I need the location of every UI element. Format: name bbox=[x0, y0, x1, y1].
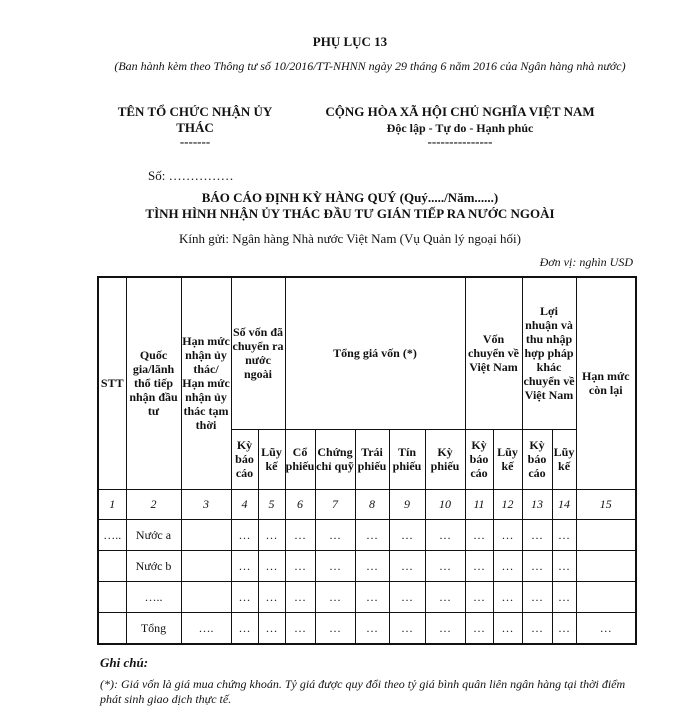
row-limit: …. bbox=[181, 612, 231, 644]
row-remaining bbox=[576, 519, 636, 550]
row-cell: … bbox=[355, 581, 389, 612]
row-stt bbox=[98, 581, 126, 612]
row-cell: … bbox=[231, 612, 258, 644]
row-country: ….. bbox=[126, 581, 181, 612]
document-number: Số: …………… bbox=[148, 168, 234, 183]
subheader-period: Kỳ báo cáo bbox=[231, 429, 258, 489]
row-cell: … bbox=[285, 612, 315, 644]
subheader-promissory-note: Kỳ phiếu bbox=[425, 429, 465, 489]
subheader-period: Kỳ báo cáo bbox=[465, 429, 493, 489]
unit-label: Đơn vị: nghìn USD bbox=[539, 255, 633, 269]
row-cell: … bbox=[465, 612, 493, 644]
subheader-bond: Trái phiếu bbox=[355, 429, 389, 489]
national-title: CỘNG HÒA XÃ HỘI CHỦ NGHĨA VIỆT NAM bbox=[325, 104, 595, 119]
recipient-line: Kính gửi: Ngân hàng Nhà nước Việt Nam (Vụ Quản lý ngoại hối) bbox=[179, 231, 521, 246]
row-cell: … bbox=[389, 581, 425, 612]
report-title: BÁO CÁO ĐỊNH KỲ HÀNG QUÝ (Quý...../Năm......) bbox=[201, 190, 499, 205]
row-cell: … bbox=[552, 550, 576, 581]
header-total-cost: Tổng giá vốn (*) bbox=[285, 277, 465, 429]
row-cell: … bbox=[522, 519, 552, 550]
row-cell: … bbox=[552, 612, 576, 644]
national-motto: Độc lập - Tự do - Hạnh phúc bbox=[386, 121, 534, 135]
subheader-period: Kỳ báo cáo bbox=[522, 429, 552, 489]
row-stt bbox=[98, 550, 126, 581]
column-number: 10 bbox=[425, 489, 465, 519]
column-number: 11 bbox=[465, 489, 493, 519]
row-cell: … bbox=[465, 550, 493, 581]
row-cell: … bbox=[465, 581, 493, 612]
row-cell: … bbox=[315, 581, 355, 612]
row-cell: … bbox=[465, 519, 493, 550]
row-country: Nước b bbox=[126, 550, 181, 581]
subheader-fund-certificate: Chứng chỉ quỹ bbox=[315, 429, 355, 489]
row-stt bbox=[98, 612, 126, 644]
row-cell: … bbox=[522, 550, 552, 581]
row-cell: … bbox=[425, 612, 465, 644]
row-cell: … bbox=[285, 581, 315, 612]
row-cell: … bbox=[493, 612, 522, 644]
column-number: 4 bbox=[231, 489, 258, 519]
row-cell: … bbox=[231, 550, 258, 581]
row-cell: … bbox=[258, 550, 285, 581]
row-cell: … bbox=[355, 612, 389, 644]
row-total-label: Tổng bbox=[126, 612, 181, 644]
row-limit bbox=[181, 519, 231, 550]
column-number: 3 bbox=[181, 489, 231, 519]
note-text: (*): Giá vốn là giá mua chứng khoán. Tỷ giá được quy đổi theo tỷ giá bình quân liên ngân hàng tại thời điểm phát sinh giao dịch thực tế. bbox=[100, 677, 626, 706]
header-remaining-limit: Hạn mức còn lại bbox=[576, 277, 636, 489]
subheader-cumulative: Lũy kế bbox=[552, 429, 576, 489]
column-number: 14 bbox=[552, 489, 576, 519]
header-limit: Hạn mức nhận ủy thác/ Hạn mức nhận ủy thác tạm thời bbox=[181, 277, 231, 489]
header-country: Quốc gia/lãnh thổ tiếp nhận đầu tư bbox=[126, 277, 181, 489]
row-cell: … bbox=[285, 519, 315, 550]
column-number: 12 bbox=[493, 489, 522, 519]
motto-divider: --------------- bbox=[427, 134, 493, 149]
column-number: 8 bbox=[355, 489, 389, 519]
row-country: Nước a bbox=[126, 519, 181, 550]
report-table bbox=[97, 276, 637, 645]
row-cell: … bbox=[389, 519, 425, 550]
row-stt: ….. bbox=[98, 519, 126, 550]
column-number: 6 bbox=[285, 489, 315, 519]
subheader-cumulative: Lũy kế bbox=[258, 429, 285, 489]
column-number: 7 bbox=[315, 489, 355, 519]
row-cell: … bbox=[315, 519, 355, 550]
row-cell: … bbox=[522, 612, 552, 644]
table-row-total bbox=[98, 612, 636, 644]
row-limit bbox=[181, 581, 231, 612]
column-number: 9 bbox=[389, 489, 425, 519]
row-cell: … bbox=[522, 581, 552, 612]
column-number: 13 bbox=[522, 489, 552, 519]
header-profit: Lợi nhuận và thu nhập hợp pháp khác chuyển về Việt Nam bbox=[522, 277, 576, 429]
report-subtitle: TÌNH HÌNH NHẬN ỦY THÁC ĐẦU TƯ GIÁN TIẾP RA NƯỚC NGOÀI bbox=[145, 206, 555, 221]
issued-note: (Ban hành kèm theo Thông tư số 10/2016/TT-NHNN ngày 29 tháng 6 năm 2016 của Ngân hàng nhà nước) bbox=[114, 59, 626, 73]
row-cell: … bbox=[493, 519, 522, 550]
appendix-title: PHỤ LỤC 13 bbox=[312, 34, 388, 49]
row-cell: … bbox=[493, 581, 522, 612]
row-cell: … bbox=[231, 581, 258, 612]
subheader-cumulative: Lũy kế bbox=[493, 429, 522, 489]
row-remaining: … bbox=[576, 612, 636, 644]
row-cell: … bbox=[355, 550, 389, 581]
subheader-stock: Cổ phiếu bbox=[285, 429, 315, 489]
header-returned-capital: Vốn chuyển về Việt Nam bbox=[465, 277, 522, 429]
row-cell: … bbox=[315, 612, 355, 644]
row-cell: … bbox=[285, 550, 315, 581]
row-cell: … bbox=[552, 581, 576, 612]
notes-title: Ghi chú: bbox=[100, 655, 149, 670]
organization-divider: ------- bbox=[179, 134, 211, 149]
row-cell: … bbox=[493, 550, 522, 581]
row-cell: … bbox=[315, 550, 355, 581]
organization-name: TÊN TỔ CHỨC NHẬN ỦY THÁC bbox=[117, 104, 273, 135]
table-row bbox=[98, 550, 636, 581]
column-number: 2 bbox=[126, 489, 181, 519]
row-cell: … bbox=[258, 581, 285, 612]
row-cell: … bbox=[425, 581, 465, 612]
row-cell: … bbox=[231, 519, 258, 550]
header-transferred: Số vốn đã chuyển ra nước ngoài bbox=[231, 277, 285, 429]
column-number: 5 bbox=[258, 489, 285, 519]
row-remaining bbox=[576, 550, 636, 581]
table-row bbox=[98, 519, 636, 550]
subheader-credit-note: Tín phiếu bbox=[389, 429, 425, 489]
column-number: 1 bbox=[98, 489, 126, 519]
row-cell: … bbox=[389, 612, 425, 644]
row-cell: … bbox=[552, 519, 576, 550]
row-cell: … bbox=[258, 612, 285, 644]
row-cell: … bbox=[258, 519, 285, 550]
header-stt: STT bbox=[98, 277, 126, 489]
row-cell: … bbox=[355, 519, 389, 550]
row-limit bbox=[181, 550, 231, 581]
column-number: 15 bbox=[576, 489, 636, 519]
row-cell: … bbox=[425, 519, 465, 550]
row-remaining bbox=[576, 581, 636, 612]
table-row bbox=[98, 581, 636, 612]
row-cell: … bbox=[425, 550, 465, 581]
row-cell: … bbox=[389, 550, 425, 581]
